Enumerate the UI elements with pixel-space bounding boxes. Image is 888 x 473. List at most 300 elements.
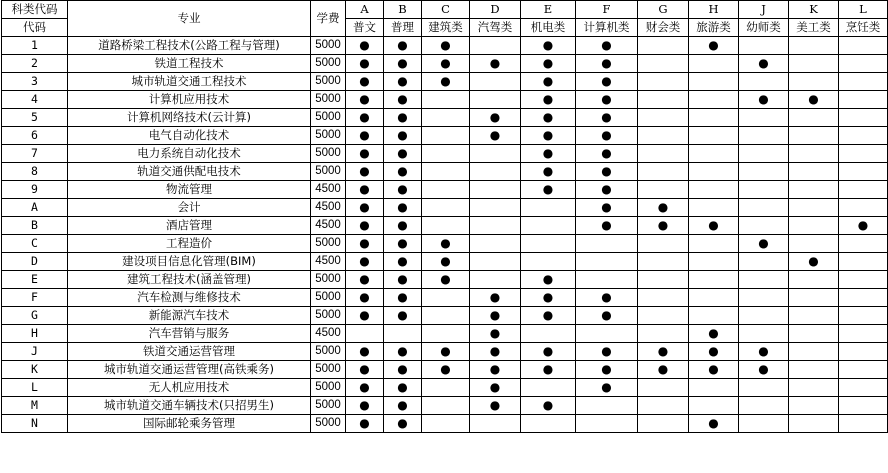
eligible-dot-icon: ● <box>542 74 554 88</box>
category-cell-f <box>576 127 638 145</box>
category-cell-j <box>739 289 789 307</box>
row-major: 电气自动化技术 <box>68 127 311 145</box>
row-fee: 5000 <box>311 145 346 163</box>
category-cell-j <box>739 163 789 181</box>
category-cell-l <box>839 289 888 307</box>
eligible-dot-icon: ● <box>542 398 554 412</box>
row-code: 5 <box>2 109 68 127</box>
category-letter-h: H <box>689 1 739 19</box>
category-cell-e <box>521 181 576 199</box>
category-name-e: 机电类 <box>521 19 576 37</box>
category-cell-k <box>789 199 839 217</box>
category-cell-d <box>470 307 521 325</box>
category-cell-a <box>346 217 384 235</box>
row-code: K <box>2 361 68 379</box>
eligible-dot-icon: ● <box>542 110 554 124</box>
category-cell-h <box>689 217 739 235</box>
category-cell-h <box>689 73 739 91</box>
eligible-dot-icon: ● <box>708 362 719 376</box>
eligible-dot-icon: ● <box>601 218 612 232</box>
code-header-top: 科类代码 <box>2 1 68 19</box>
category-cell-l <box>839 415 888 433</box>
category-cell-l <box>839 397 888 415</box>
eligible-dot-icon: ● <box>397 254 408 268</box>
eligible-dot-icon: ● <box>601 38 612 52</box>
row-fee: 4500 <box>311 181 346 199</box>
category-cell-f <box>576 307 638 325</box>
eligible-dot-icon: ● <box>397 344 408 358</box>
category-cell-k <box>789 289 839 307</box>
table-row <box>2 163 888 181</box>
category-cell-g <box>638 181 689 199</box>
eligible-dot-icon: ● <box>359 200 370 214</box>
table-row <box>2 145 888 163</box>
row-fee: 5000 <box>311 55 346 73</box>
category-letter-a: A <box>346 1 384 19</box>
category-cell-c <box>422 55 470 73</box>
category-cell-d <box>470 397 521 415</box>
eligible-dot-icon: ● <box>708 344 719 358</box>
row-code: M <box>2 397 68 415</box>
row-major: 建筑工程技术(涵盖管理) <box>68 271 311 289</box>
eligible-dot-icon: ● <box>758 236 769 250</box>
eligible-dot-icon: ● <box>397 398 408 412</box>
eligible-dot-icon: ● <box>397 92 408 106</box>
category-cell-l <box>839 361 888 379</box>
eligible-dot-icon: ● <box>758 56 769 70</box>
eligible-dot-icon: ● <box>397 56 408 70</box>
category-cell-a <box>346 37 384 55</box>
category-cell-e <box>521 307 576 325</box>
category-cell-l <box>839 127 888 145</box>
eligible-dot-icon: ● <box>440 56 451 70</box>
table-row <box>2 109 888 127</box>
category-cell-b <box>384 343 422 361</box>
category-cell-c <box>422 289 470 307</box>
table-body <box>2 37 888 433</box>
category-cell-f <box>576 37 638 55</box>
category-cell-h <box>689 397 739 415</box>
row-code: 4 <box>2 91 68 109</box>
eligible-dot-icon: ● <box>397 164 408 178</box>
eligible-dot-icon: ● <box>601 182 612 196</box>
eligible-dot-icon: ● <box>601 380 612 394</box>
category-cell-e <box>521 199 576 217</box>
category-cell-l <box>839 199 888 217</box>
category-cell-d <box>470 55 521 73</box>
category-cell-k <box>789 91 839 109</box>
category-cell-l <box>839 217 888 235</box>
category-cell-a <box>346 415 384 433</box>
category-cell-k <box>789 361 839 379</box>
category-cell-f <box>576 199 638 217</box>
table-row <box>2 37 888 55</box>
category-cell-e <box>521 271 576 289</box>
category-cell-a <box>346 199 384 217</box>
eligible-dot-icon: ● <box>359 56 370 70</box>
eligible-dot-icon: ● <box>397 380 408 394</box>
category-cell-c <box>422 235 470 253</box>
category-cell-a <box>346 289 384 307</box>
category-cell-d <box>470 325 521 343</box>
row-major: 新能源汽车技术 <box>68 307 311 325</box>
row-code: L <box>2 379 68 397</box>
row-code: 1 <box>2 37 68 55</box>
row-code: A <box>2 199 68 217</box>
category-cell-h <box>689 127 739 145</box>
category-cell-b <box>384 145 422 163</box>
category-cell-c <box>422 253 470 271</box>
category-cell-h <box>689 181 739 199</box>
eligible-dot-icon: ● <box>708 416 719 430</box>
category-letter-b: B <box>384 1 422 19</box>
category-cell-e <box>521 37 576 55</box>
category-cell-l <box>839 55 888 73</box>
eligible-dot-icon: ● <box>601 362 612 376</box>
category-cell-b <box>384 163 422 181</box>
category-cell-b <box>384 289 422 307</box>
category-cell-b <box>384 361 422 379</box>
category-letter-l: L <box>839 1 888 19</box>
category-cell-l <box>839 271 888 289</box>
category-cell-c <box>422 181 470 199</box>
header-row-letters <box>2 1 888 19</box>
eligible-dot-icon: ● <box>397 218 408 232</box>
category-cell-d <box>470 163 521 181</box>
category-cell-k <box>789 253 839 271</box>
eligible-dot-icon: ● <box>359 164 370 178</box>
category-cell-g <box>638 235 689 253</box>
category-cell-c <box>422 73 470 91</box>
category-name-a: 普文 <box>346 19 384 37</box>
category-cell-c <box>422 397 470 415</box>
eligible-dot-icon: ● <box>542 146 554 160</box>
category-cell-k <box>789 379 839 397</box>
row-fee: 5000 <box>311 73 346 91</box>
category-cell-a <box>346 325 384 343</box>
eligible-dot-icon: ● <box>601 110 612 124</box>
eligible-dot-icon: ● <box>542 92 554 106</box>
category-cell-a <box>346 91 384 109</box>
category-cell-l <box>839 343 888 361</box>
table-row <box>2 325 888 343</box>
category-cell-k <box>789 109 839 127</box>
category-cell-g <box>638 397 689 415</box>
eligible-dot-icon: ● <box>359 110 370 124</box>
eligible-dot-icon: ● <box>397 182 408 196</box>
row-code: 6 <box>2 127 68 145</box>
eligible-dot-icon: ● <box>657 362 669 376</box>
category-cell-l <box>839 379 888 397</box>
row-code: G <box>2 307 68 325</box>
category-cell-h <box>689 55 739 73</box>
eligible-dot-icon: ● <box>440 344 451 358</box>
category-cell-f <box>576 181 638 199</box>
eligible-dot-icon: ● <box>857 218 869 232</box>
eligible-dot-icon: ● <box>758 344 769 358</box>
table-row <box>2 361 888 379</box>
eligible-dot-icon: ● <box>359 398 370 412</box>
category-cell-e <box>521 235 576 253</box>
eligible-dot-icon: ● <box>489 308 501 322</box>
row-code: 2 <box>2 55 68 73</box>
table-row <box>2 343 888 361</box>
category-cell-j <box>739 181 789 199</box>
row-code: 9 <box>2 181 68 199</box>
category-cell-d <box>470 37 521 55</box>
category-cell-e <box>521 397 576 415</box>
row-major: 铁道工程技术 <box>68 55 311 73</box>
category-cell-b <box>384 415 422 433</box>
category-cell-g <box>638 253 689 271</box>
eligible-dot-icon: ● <box>601 308 612 322</box>
category-cell-e <box>521 289 576 307</box>
category-name-l: 烹饪类 <box>839 19 888 37</box>
category-cell-d <box>470 289 521 307</box>
category-cell-f <box>576 271 638 289</box>
category-cell-c <box>422 37 470 55</box>
category-cell-j <box>739 55 789 73</box>
row-code: H <box>2 325 68 343</box>
row-major: 铁道交通运营管理 <box>68 343 311 361</box>
eligible-dot-icon: ● <box>542 344 554 358</box>
eligible-dot-icon: ● <box>359 308 370 322</box>
category-cell-k <box>789 271 839 289</box>
row-fee: 5000 <box>311 343 346 361</box>
category-cell-c <box>422 415 470 433</box>
category-cell-k <box>789 325 839 343</box>
eligible-dot-icon: ● <box>758 92 769 106</box>
row-major: 城市轨道交通工程技术 <box>68 73 311 91</box>
category-cell-g <box>638 343 689 361</box>
row-code: C <box>2 235 68 253</box>
category-cell-c <box>422 145 470 163</box>
table-row <box>2 217 888 235</box>
category-cell-b <box>384 109 422 127</box>
category-cell-g <box>638 361 689 379</box>
eligible-dot-icon: ● <box>397 74 408 88</box>
major-header: 专业 <box>68 1 311 37</box>
eligible-dot-icon: ● <box>359 218 370 232</box>
category-cell-h <box>689 361 739 379</box>
category-cell-f <box>576 109 638 127</box>
eligible-dot-icon: ● <box>359 146 370 160</box>
row-code: F <box>2 289 68 307</box>
table-row <box>2 73 888 91</box>
eligible-dot-icon: ● <box>359 38 370 52</box>
table-row <box>2 55 888 73</box>
code-header-bottom: 代码 <box>2 19 68 37</box>
category-cell-g <box>638 145 689 163</box>
table-row <box>2 379 888 397</box>
category-cell-h <box>689 253 739 271</box>
eligible-dot-icon: ● <box>542 182 554 196</box>
category-cell-h <box>689 325 739 343</box>
table-row <box>2 235 888 253</box>
eligible-dot-icon: ● <box>542 164 554 178</box>
row-fee: 5000 <box>311 235 346 253</box>
row-fee: 5000 <box>311 397 346 415</box>
category-cell-a <box>346 397 384 415</box>
eligible-dot-icon: ● <box>489 326 501 340</box>
category-cell-g <box>638 289 689 307</box>
eligible-dot-icon: ● <box>359 236 370 250</box>
category-name-g: 财会类 <box>638 19 689 37</box>
eligible-dot-icon: ● <box>397 110 408 124</box>
row-fee: 5000 <box>311 91 346 109</box>
row-fee: 5000 <box>311 379 346 397</box>
category-cell-a <box>346 181 384 199</box>
category-cell-h <box>689 271 739 289</box>
category-cell-h <box>689 307 739 325</box>
category-cell-j <box>739 379 789 397</box>
category-cell-h <box>689 199 739 217</box>
category-cell-b <box>384 199 422 217</box>
eligible-dot-icon: ● <box>601 200 612 214</box>
category-cell-h <box>689 37 739 55</box>
category-cell-f <box>576 379 638 397</box>
category-cell-g <box>638 379 689 397</box>
category-cell-g <box>638 415 689 433</box>
category-cell-k <box>789 55 839 73</box>
category-cell-d <box>470 217 521 235</box>
eligible-dot-icon: ● <box>542 56 554 70</box>
category-cell-e <box>521 415 576 433</box>
category-cell-l <box>839 253 888 271</box>
category-cell-b <box>384 379 422 397</box>
category-cell-a <box>346 343 384 361</box>
table-row <box>2 397 888 415</box>
category-cell-b <box>384 271 422 289</box>
row-fee: 5000 <box>311 415 346 433</box>
row-code: 8 <box>2 163 68 181</box>
category-cell-k <box>789 73 839 91</box>
eligible-dot-icon: ● <box>601 164 612 178</box>
row-code: 7 <box>2 145 68 163</box>
category-cell-e <box>521 379 576 397</box>
category-letter-f: F <box>576 1 638 19</box>
eligible-dot-icon: ● <box>542 38 554 52</box>
category-cell-k <box>789 307 839 325</box>
eligible-dot-icon: ● <box>440 254 451 268</box>
category-cell-f <box>576 343 638 361</box>
category-cell-d <box>470 361 521 379</box>
category-cell-a <box>346 379 384 397</box>
category-name-b: 普理 <box>384 19 422 37</box>
category-cell-l <box>839 109 888 127</box>
row-major: 城市轨道交通运营管理(高铁乘务) <box>68 361 311 379</box>
category-cell-h <box>689 343 739 361</box>
eligible-dot-icon: ● <box>657 218 669 232</box>
category-cell-g <box>638 163 689 181</box>
category-letter-g: G <box>638 1 689 19</box>
category-cell-e <box>521 55 576 73</box>
eligible-dot-icon: ● <box>601 128 612 142</box>
eligible-dot-icon: ● <box>397 38 408 52</box>
category-cell-j <box>739 307 789 325</box>
category-cell-c <box>422 271 470 289</box>
category-cell-c <box>422 217 470 235</box>
eligible-dot-icon: ● <box>542 308 554 322</box>
category-cell-c <box>422 199 470 217</box>
eligible-dot-icon: ● <box>808 254 819 268</box>
eligible-dot-icon: ● <box>397 308 408 322</box>
category-cell-k <box>789 145 839 163</box>
category-cell-d <box>470 199 521 217</box>
category-cell-b <box>384 307 422 325</box>
eligible-dot-icon: ● <box>708 218 719 232</box>
eligible-dot-icon: ● <box>489 56 501 70</box>
table-row <box>2 415 888 433</box>
eligible-dot-icon: ● <box>601 344 612 358</box>
eligible-dot-icon: ● <box>359 182 370 196</box>
category-cell-c <box>422 127 470 145</box>
category-cell-e <box>521 109 576 127</box>
eligible-dot-icon: ● <box>440 362 451 376</box>
category-cell-l <box>839 73 888 91</box>
eligible-dot-icon: ● <box>397 416 408 430</box>
category-cell-a <box>346 127 384 145</box>
eligible-dot-icon: ● <box>397 146 408 160</box>
category-cell-c <box>422 325 470 343</box>
category-cell-k <box>789 163 839 181</box>
category-cell-h <box>689 91 739 109</box>
eligible-dot-icon: ● <box>489 398 501 412</box>
row-fee: 5000 <box>311 37 346 55</box>
row-major: 建设项目信息化管理(BIM) <box>68 253 311 271</box>
category-cell-f <box>576 217 638 235</box>
eligible-dot-icon: ● <box>440 272 451 286</box>
category-letter-d: D <box>470 1 521 19</box>
eligible-dot-icon: ● <box>489 344 501 358</box>
category-cell-d <box>470 145 521 163</box>
category-cell-j <box>739 127 789 145</box>
eligible-dot-icon: ● <box>359 416 370 430</box>
row-major: 计算机网络技术(云计算) <box>68 109 311 127</box>
row-major: 城市轨道交通车辆技术(只招男生) <box>68 397 311 415</box>
category-cell-c <box>422 379 470 397</box>
row-fee: 5000 <box>311 307 346 325</box>
category-cell-c <box>422 109 470 127</box>
category-cell-b <box>384 253 422 271</box>
category-name-d: 汽驾类 <box>470 19 521 37</box>
category-cell-j <box>739 325 789 343</box>
category-cell-e <box>521 343 576 361</box>
row-fee: 4500 <box>311 199 346 217</box>
eligible-dot-icon: ● <box>440 236 451 250</box>
category-cell-j <box>739 199 789 217</box>
eligible-dot-icon: ● <box>359 128 370 142</box>
eligible-dot-icon: ● <box>708 38 719 52</box>
category-cell-g <box>638 217 689 235</box>
eligible-dot-icon: ● <box>489 362 501 376</box>
category-cell-f <box>576 163 638 181</box>
eligible-dot-icon: ● <box>397 290 408 304</box>
eligible-dot-icon: ● <box>542 290 554 304</box>
row-major: 无人机应用技术 <box>68 379 311 397</box>
category-name-k: 美工类 <box>789 19 839 37</box>
category-cell-g <box>638 199 689 217</box>
category-cell-f <box>576 253 638 271</box>
category-cell-g <box>638 109 689 127</box>
category-cell-h <box>689 289 739 307</box>
category-cell-l <box>839 145 888 163</box>
table-row <box>2 253 888 271</box>
eligible-dot-icon: ● <box>601 92 612 106</box>
eligible-dot-icon: ● <box>489 128 501 142</box>
eligible-dot-icon: ● <box>657 200 669 214</box>
category-cell-f <box>576 289 638 307</box>
